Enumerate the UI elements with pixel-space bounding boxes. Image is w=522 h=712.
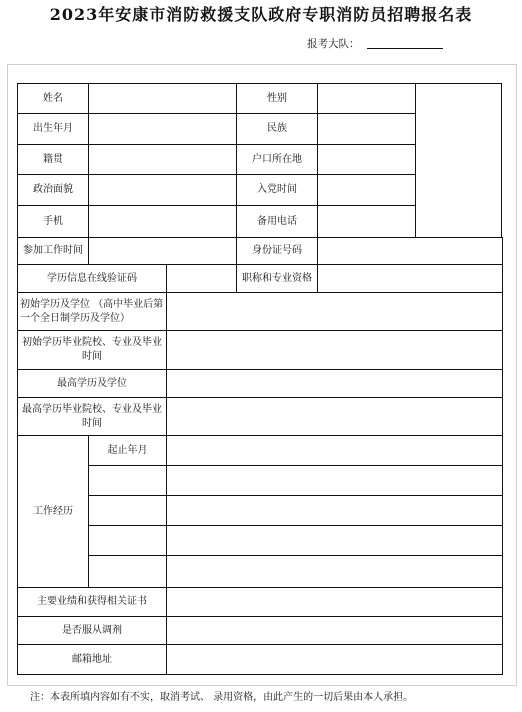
- footer-note: 注：本表所填内容如有不实，取消考试、 录用资格，由此产生的一切后果由本人承担。: [30, 692, 414, 703]
- field-work-start[interactable]: [88, 237, 237, 265]
- label-id-number: 身份证号码: [236, 237, 318, 265]
- field-highest-school[interactable]: [166, 397, 503, 436]
- team-label: 报考大队：: [307, 38, 360, 50]
- photo-box[interactable]: [415, 83, 502, 238]
- form-title: 2023年安康市消防救援支队政府专职消防员招聘报名表: [49, 5, 473, 24]
- field-native-place[interactable]: [88, 144, 237, 175]
- label-backup-phone: 备用电话: [236, 205, 318, 238]
- work-exp-date-2[interactable]: [88, 495, 167, 526]
- field-party-date[interactable]: [317, 174, 416, 206]
- field-address[interactable]: [166, 644, 503, 675]
- field-phone[interactable]: [88, 205, 237, 238]
- field-birth[interactable]: [88, 113, 237, 145]
- field-hukou[interactable]: [317, 144, 416, 175]
- field-obey[interactable]: [166, 616, 503, 645]
- field-backup-phone[interactable]: [317, 205, 416, 238]
- field-gender[interactable]: [317, 83, 416, 114]
- field-initial-edu[interactable]: [166, 292, 503, 331]
- label-work-exp: 工作经历: [17, 435, 89, 588]
- label-name: 姓名: [17, 83, 89, 114]
- work-exp-detail-2[interactable]: [166, 495, 503, 526]
- label-address: 邮箱地址: [17, 644, 167, 675]
- team-field[interactable]: [367, 48, 443, 49]
- label-start-end: 起止年月: [88, 435, 167, 466]
- label-ethnicity: 民族: [236, 113, 318, 145]
- work-exp-date-1[interactable]: [88, 465, 167, 496]
- work-exp-date-3[interactable]: [88, 525, 167, 556]
- field-political[interactable]: [88, 174, 237, 206]
- label-phone: 手机: [17, 205, 89, 238]
- field-highest-edu[interactable]: [166, 369, 503, 398]
- label-highest-school: 最高学历毕业院校、专业及毕业时间: [17, 397, 167, 436]
- label-birth: 出生年月: [17, 113, 89, 145]
- label-obey: 是否服从调剂: [17, 616, 167, 645]
- work-exp-detail-3[interactable]: [166, 525, 503, 556]
- work-exp-detail-1[interactable]: [166, 465, 503, 496]
- work-exp-detail-4[interactable]: [166, 555, 503, 588]
- field-ethnicity[interactable]: [317, 113, 416, 145]
- label-gender: 性别: [236, 83, 318, 114]
- field-initial-school[interactable]: [166, 330, 503, 370]
- field-title-qual[interactable]: [317, 264, 503, 293]
- label-party-date: 入党时间: [236, 174, 318, 206]
- field-id-number[interactable]: [317, 237, 503, 265]
- field-name[interactable]: [88, 83, 237, 114]
- label-title-qual: 职称和专业资格: [236, 264, 318, 293]
- label-achievements: 主要业绩和获得相关证书: [17, 587, 167, 617]
- work-exp-date-4[interactable]: [88, 555, 167, 588]
- field-edu-code[interactable]: [166, 264, 237, 293]
- label-political: 政治面貌: [17, 174, 89, 206]
- label-native-place: 籍贯: [17, 144, 89, 175]
- label-initial-school: 初始学历毕业院校、专业及毕业时间: [17, 330, 167, 370]
- field-work-header[interactable]: [166, 435, 503, 466]
- label-edu-code: 学历信息在线验证码: [17, 264, 167, 293]
- label-hukou: 户口所在地: [236, 144, 318, 175]
- label-highest-edu: 最高学历及学位: [17, 369, 167, 398]
- field-achievements[interactable]: [166, 587, 503, 617]
- label-initial-edu: 初始学历及学位 （高中毕业后第一个全日制学历及学位）: [17, 292, 167, 331]
- label-work-start: 参加工作时间: [17, 237, 89, 265]
